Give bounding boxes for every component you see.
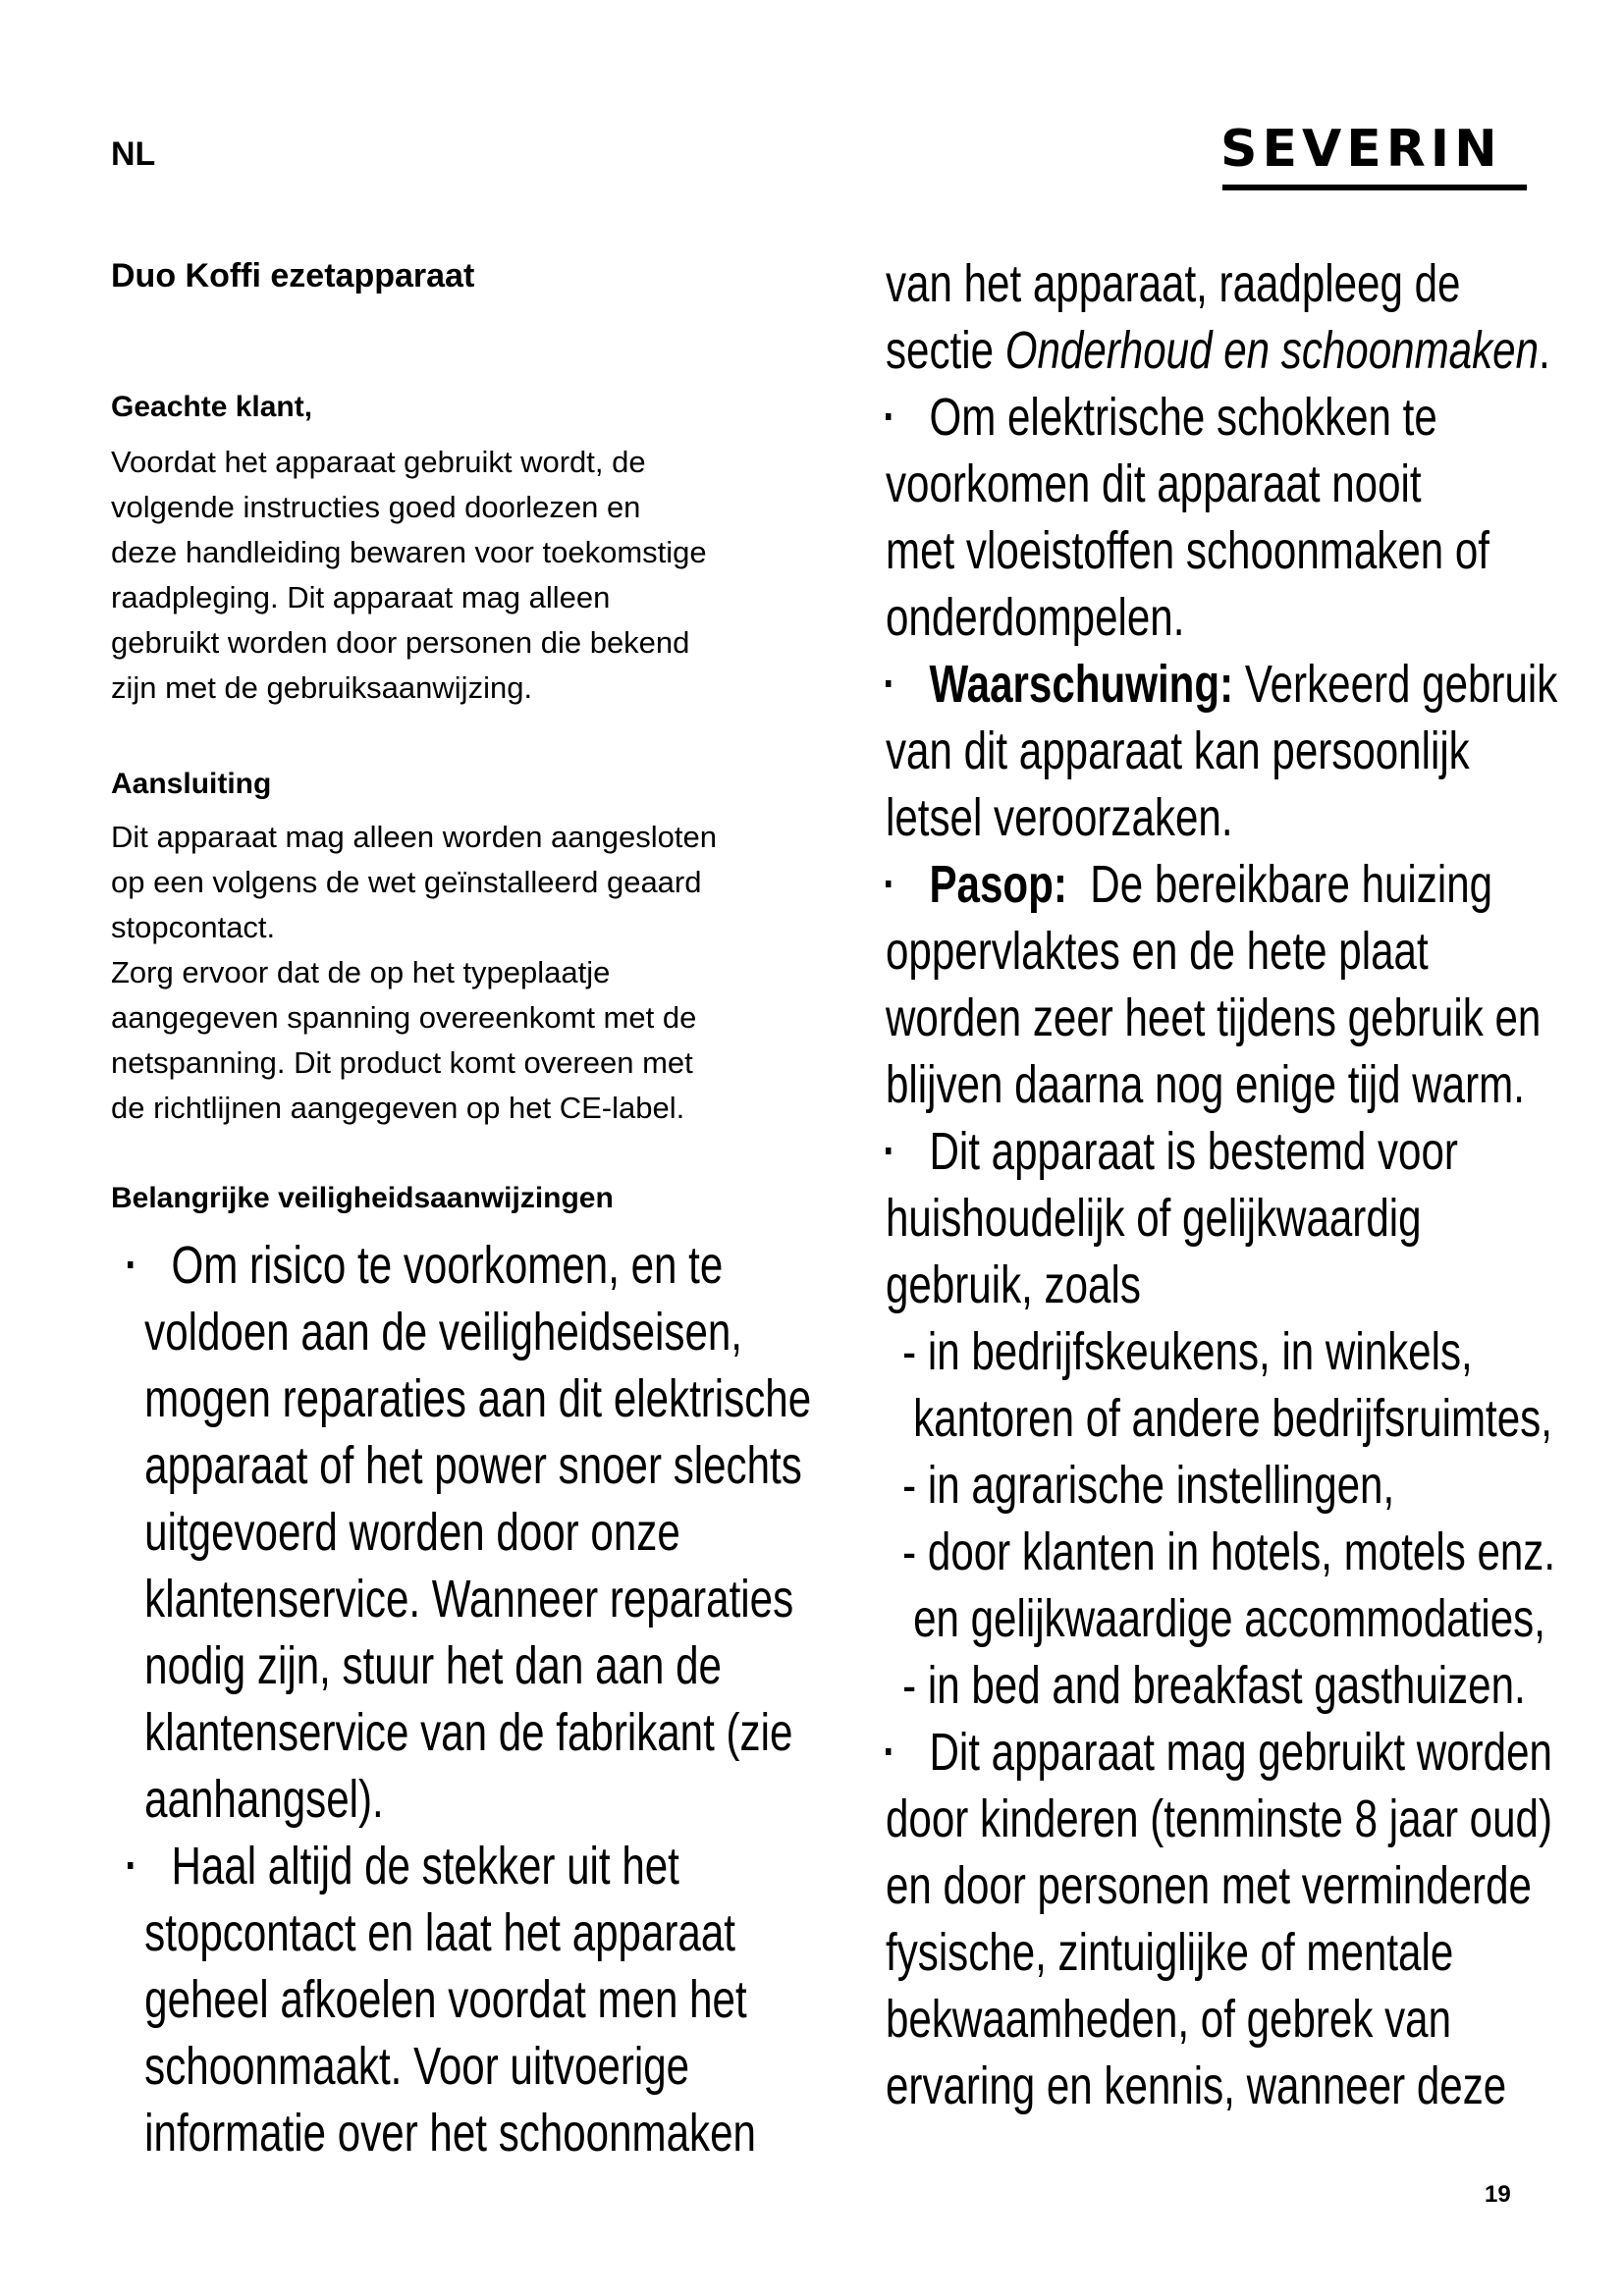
safety-list-right: van het apparaat, raadpleeg de sectie Onderhoud en schoonmaken. Om elektrische schokken te voorkomen dit apparaat nooit met vloeistoffen schoonmaken of onderdompelen. Waarschuwing: Verkeerd gebruik van dit apparaat kan persoonlijk letsel veroorzaken. Pasop: De bereikbare huizing oppervlaktes en de hete plaat worden zeer heet tijdens gebruik en blijven daarna nog enige tijd warm. Dit apparaat is bestemd voor huishoudelijk of gelijkwaardig gebruik, zoals - in bedrijfskeukens, in winkels, kantoren of andere bedrijfsruimtes, - in agrarische instellingen, - door klanten in hotels, motels enz. en gelijkwaardige accommodaties, - in bed and breakfast gasthuizen. Dit apparaat mag gebruikt worden door kinderen (tenminste 8 jaar oud) en door personen met verminderde fysische, zintuiglijke of mentale bekwaamheden, of gebrek van ervaring en kennis, wanneer deze xyxy=(886,250,1557,2119)
document-title: Duo Koffi ezetapparaat xyxy=(111,257,475,294)
safety-list-left xyxy=(128,1232,811,2166)
list-item: Om risico te voorkomen, en te voldoen aan de veiligheidseisen, mogen reparaties aan dit elektrische apparaat of het power snoer slechts uitgevoerd worden door onze klantenservice. Wanneer reparaties nodig zijn, stuur het dan aan de klantenservice van de fabrikant (zie aanhangsel). xyxy=(128,1232,811,1833)
list-item: Haal altijd de stekker uit het stopcontact en laat het apparaat geheel afkoelen voordat men het schoonmaakt. Voor uitvoerige informatie over het schoonmaken xyxy=(128,1833,811,2166)
list-item: Pasop: De bereikbare huizing oppervlaktes en de hete plaat worden zeer heet tijdens gebruik en blijven daarna nog enige tijd warm. xyxy=(886,855,1542,1114)
bullet-icon xyxy=(128,1862,133,1869)
safety-heading: Belangrijke veiligheidsaanwijzingen xyxy=(111,1182,614,1214)
bullet-icon xyxy=(886,680,891,687)
connection-text: Dit apparaat mag alleen worden aangesloten op een volgens de wet geïnstalleerd geaard stopcontact. Zorg ervoor dat de op het typeplaatje aangegeven spanning overeenkomt met de netspanning. Dit product komt overeen met de richtlijnen aangegeven op het CE-label. xyxy=(111,820,717,1125)
bullet-icon xyxy=(886,1148,891,1154)
bullet-icon xyxy=(128,1261,133,1268)
intro-text: Voordat het apparaat gebruikt wordt, de volgende instructies goed doorlezen en deze handleiding bewaren voor toekomstige raadpleging. Dit apparaat mag alleen gebruikt worden door personen die bekend zijn met de gebruiksaanwijzing. xyxy=(111,445,707,705)
list-item: Waarschuwing: Verkeerd gebruik van dit apparaat kan persoonlijk letsel veroorzaken. xyxy=(886,655,1558,847)
bullet-icon xyxy=(886,881,891,887)
page-number: 19 xyxy=(1485,2181,1511,2208)
brand-underline xyxy=(1222,185,1527,190)
intro-heading: Geachte klant, xyxy=(111,391,313,423)
caution-label: Pasop: xyxy=(929,855,1067,914)
connection-heading: Aansluiting xyxy=(111,768,272,800)
bullet-icon xyxy=(886,413,891,420)
warning-label: Waarschuwing: xyxy=(929,655,1234,714)
language-code: NL xyxy=(111,135,156,173)
list-item: Om elektrische schokken te voorkomen dit apparaat nooit met vloeistoffen schoonmaken of onderdompelen. xyxy=(886,388,1490,647)
brand-logo: SEVERIN xyxy=(1220,120,1502,179)
list-item: Dit apparaat mag gebruikt worden door kinderen (tenminste 8 jaar oud) en door personen met verminderde fysische, zintuiglijke of mentale bekwaamheden, of gebrek van ervaring en kennis, wanneer deze xyxy=(886,1723,1552,2115)
bullet-icon xyxy=(886,1748,891,1755)
list-item: Dit apparaat is bestemd voor huishoudelijk of gelijkwaardig gebruik, zoals - in bedrijfskeukens, in winkels, kantoren of andere bedrijfsruimtes, - in agrarische instellingen, - door klanten in hotels, motels enz. en gelijkwaardige accommodaties, - in bed and breakfast gasthuizen. xyxy=(886,1122,1556,1715)
